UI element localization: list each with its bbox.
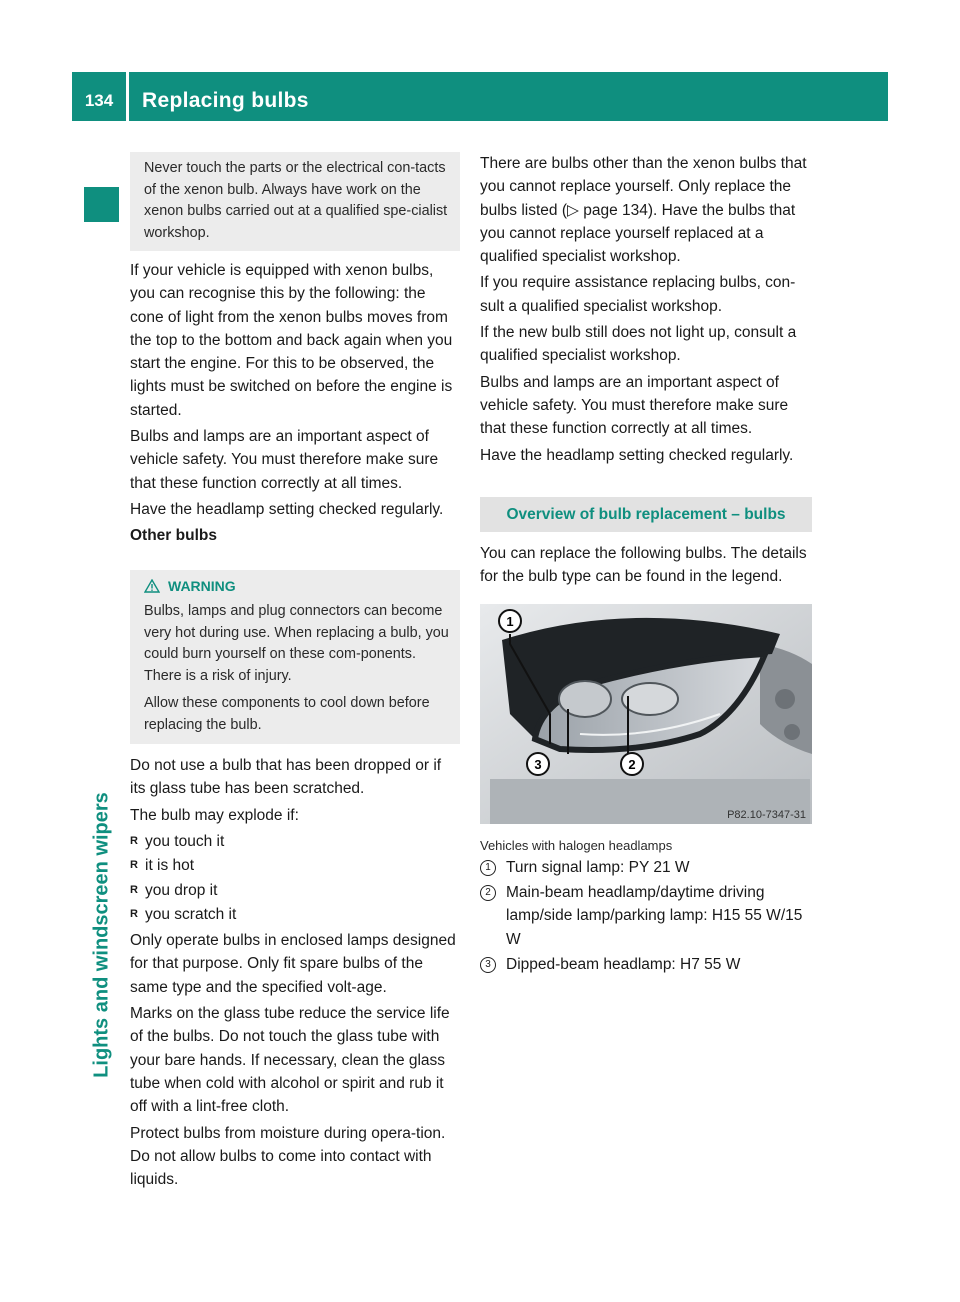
legend-number: 3 bbox=[480, 957, 496, 973]
callout-3: 3 bbox=[534, 756, 542, 772]
legend-item: 1 Turn signal lamp: PY 21 W bbox=[480, 856, 812, 879]
callout-1: 1 bbox=[506, 613, 514, 629]
headlamp-illustration bbox=[480, 604, 812, 824]
overview-paragraph: You can replace the following bulbs. The details for the bulb type can be found in the legend. bbox=[480, 545, 807, 586]
safety-paragraph-right: Bulbs and lamps are an important aspect of vehicle safety. You must therefore make sure that these function correctly at all times. bbox=[480, 373, 789, 438]
bullet-icon: R bbox=[130, 907, 138, 920]
figure-reference: P82.10-7347-31 bbox=[727, 808, 806, 821]
explode-intro: The bulb may explode if: bbox=[130, 806, 299, 824]
left-column bbox=[130, 152, 460, 1194]
glass-tube-paragraph: Marks on the glass tube reduce the service life of the bulbs. Do not touch the glass tube with your bare hands. If necessary, clean the glass tube when cold with alcohol or spirit and rub it off with a lint-free cloth. bbox=[130, 1005, 450, 1116]
assistance-paragraph: If you require assistance replacing bulbs, con-sult a qualified specialist workshop. bbox=[480, 274, 796, 315]
list-item: R you drop it bbox=[130, 879, 460, 902]
xenon-note: Never touch the parts or the electrical con-tacts of the xenon bulb. Always have work on the xenon bulbs carried out at a qualified spe-cialist workshop. bbox=[130, 152, 460, 251]
legend-item: 2 Main-beam headlamp/daytime driving lamp/side lamp/parking lamp: H15 55 W/15 W bbox=[480, 881, 812, 951]
legend bbox=[480, 856, 812, 976]
header-divider bbox=[126, 72, 129, 121]
dropped-bulb-paragraph: Do not use a bulb that has been dropped or if its glass tube has been scratched. bbox=[130, 757, 442, 798]
headlamp-figure bbox=[480, 604, 812, 824]
page-number: 134 bbox=[84, 91, 114, 110]
moisture-paragraph: Protect bulbs from moisture during opera-tion. Do not allow bulbs to come into contact with liquids. bbox=[130, 1124, 446, 1189]
enclosed-lamps-paragraph: Only operate bulbs in enclosed lamps designed for that purpose. Only fit spare bulbs of the same type and the specified volt-age. bbox=[130, 932, 456, 996]
legend-item: 3 Dipped-beam headlamp: H7 55 W bbox=[480, 953, 812, 976]
other-bulbs-heading: Other bulbs bbox=[130, 527, 217, 545]
warning-label: WARNING bbox=[168, 577, 236, 594]
bullet-icon: R bbox=[130, 859, 138, 872]
figure-caption: Vehicles with halogen headlamps bbox=[480, 837, 673, 853]
warning-triangle-icon bbox=[144, 579, 160, 593]
warning-box bbox=[130, 570, 460, 745]
side-tab-marker bbox=[84, 187, 119, 222]
warning-header bbox=[144, 576, 452, 598]
xenon-paragraph: If your vehicle is equipped with xenon bulbs, you can recognise this by the following: the cone of light from the xenon bulbs moves from the top to the bottom and back again when you start the engine. For this to be observed, the lights must be switched on before the engine is started. bbox=[130, 262, 453, 419]
legend-number: 1 bbox=[480, 860, 496, 876]
section-title: Overview of bulb replacement – bulbs bbox=[480, 497, 812, 532]
list-item: R you scratch it bbox=[130, 903, 460, 926]
side-tab-label: Lights and windscreen wipers bbox=[90, 792, 112, 1078]
page-header bbox=[72, 72, 888, 121]
callout-2: 2 bbox=[628, 756, 636, 772]
safety-paragraph: Bulbs and lamps are an important aspect of vehicle safety. You must therefore make sure that these function correctly at all times. bbox=[130, 428, 439, 492]
bullet-icon: R bbox=[130, 834, 138, 847]
page-title: Replacing bulbs bbox=[142, 89, 309, 112]
bullet-icon: R bbox=[130, 883, 138, 896]
new-bulb-paragraph: If the new bulb still does not light up, consult a qualified specialist workshop. bbox=[480, 324, 797, 365]
explode-list bbox=[130, 830, 460, 926]
other-bulbs-paragraph: There are bulbs other than the xenon bulbs that you cannot replace yourself. Only replace the bulbs listed (▷ page 134). Have the bulbs that you cannot replace yourself replaced at a qualified specialist workshop. bbox=[480, 155, 807, 266]
legend-number: 2 bbox=[480, 885, 496, 901]
warning-text: Bulbs, lamps and plug connectors can become very hot during use. When replacing a bulb, you could burn yourself on these com-ponents. There is a risk of injury. bbox=[144, 603, 449, 684]
headlamp-paragraph: Have the headlamp setting checked regularly. bbox=[130, 500, 444, 518]
right-column bbox=[480, 152, 812, 978]
headlamp-paragraph-right: Have the headlamp setting checked regularly. bbox=[480, 446, 794, 464]
list-item: R you touch it bbox=[130, 830, 460, 853]
warning-advice: Allow these components to cool down before replacing the bulb. bbox=[144, 695, 430, 733]
list-item: R it is hot bbox=[130, 854, 460, 877]
side-tab bbox=[84, 700, 119, 1170]
